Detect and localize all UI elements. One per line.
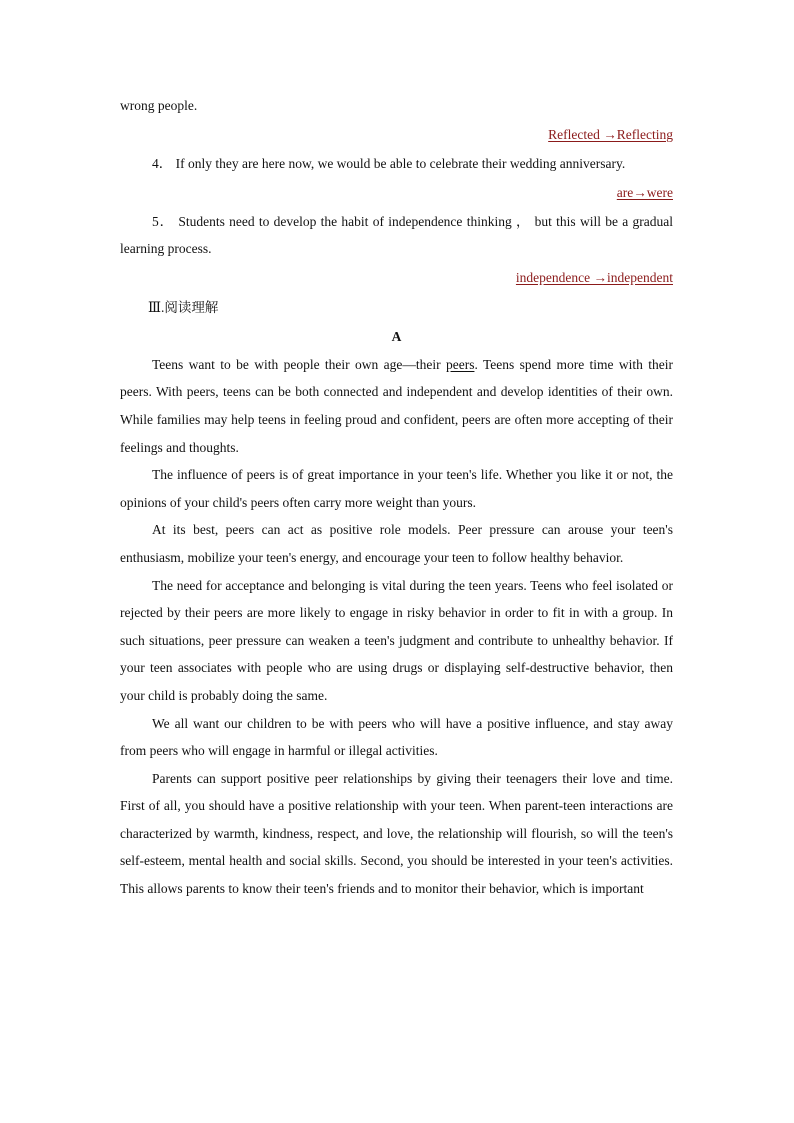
item3-answer bbox=[120, 120, 673, 150]
p1-after: . Teens spend more time with their peers. With peers, teens can be both connected and independent and develop identities of their own. While families may help teens in feeling proud and confident, peers are often more accepting of their feelings and thoughts. bbox=[120, 356, 673, 455]
item3-answer-text: Reflected →Reflecting bbox=[548, 127, 673, 142]
item4-sentence: 4． If only they are here now, we would be able to celebrate their wedding anniversary. bbox=[152, 156, 626, 171]
p1-underlined-word: peers bbox=[445, 356, 475, 372]
passage-paragraph-6: Parents can support positive peer relationships by giving their teenagers their love and time. First of all, you should have a positive relationship with your teen. When parent-teen interactions are characterized by warmth, kindness, respect, and love, the relationship will flourish, so will the teen's self-esteem, mental health and social skills. Second, you should be interested in your teen's activities. This allows parents to know their teen's friends and to monitor their behavior, which is important bbox=[120, 770, 673, 897]
item5-answer bbox=[120, 263, 673, 293]
passage-paragraph-5: We all want our children to be with peers who will have a positive influence, and stay away from peers who will engage in harmful or illegal activities. bbox=[120, 715, 673, 759]
item5-sentence: 5． Students need to develop the habit of independence thinking ， but this will be a gradual learning process. bbox=[120, 213, 673, 257]
p1-before: Teens want to be with people their own age—their bbox=[152, 356, 446, 372]
passage-paragraph-1 bbox=[120, 351, 673, 461]
item4-answer-text: are→were bbox=[616, 184, 673, 200]
passage-paragraph-3: At its best, peers can act as positive role models. Peer pressure can arouse your teen's enthusiasm, mobilize your teen's energy, and encourage your teen to follow healthy behavior. bbox=[120, 522, 673, 565]
document-page bbox=[120, 92, 673, 903]
item3-tail: wrong people. bbox=[120, 98, 198, 113]
passage-paragraph-2: The influence of peers is of great importance in your teen's life. Whether you like it or not, the opinions of your child's peers often carry more weight than yours. bbox=[120, 467, 673, 510]
item5-answer-text: independence →independent bbox=[515, 269, 673, 285]
passage-paragraph-4: The need for acceptance and belonging is vital during the teen years. Teens who feel isolated or rejected by their peers are more likely to engage in risky behavior in order to fit in with a group. In such situations, peer pressure can weaken a teen's judgment and contribute to unhealthy behavior. If your teen associates with people who are using drugs or displaying self-destructive behavior, then your child is probably doing the same. bbox=[120, 577, 673, 703]
item4-answer bbox=[120, 178, 673, 208]
passage-label: A bbox=[391, 328, 402, 344]
section-heading: Ⅲ.阅读理解 bbox=[148, 299, 219, 315]
